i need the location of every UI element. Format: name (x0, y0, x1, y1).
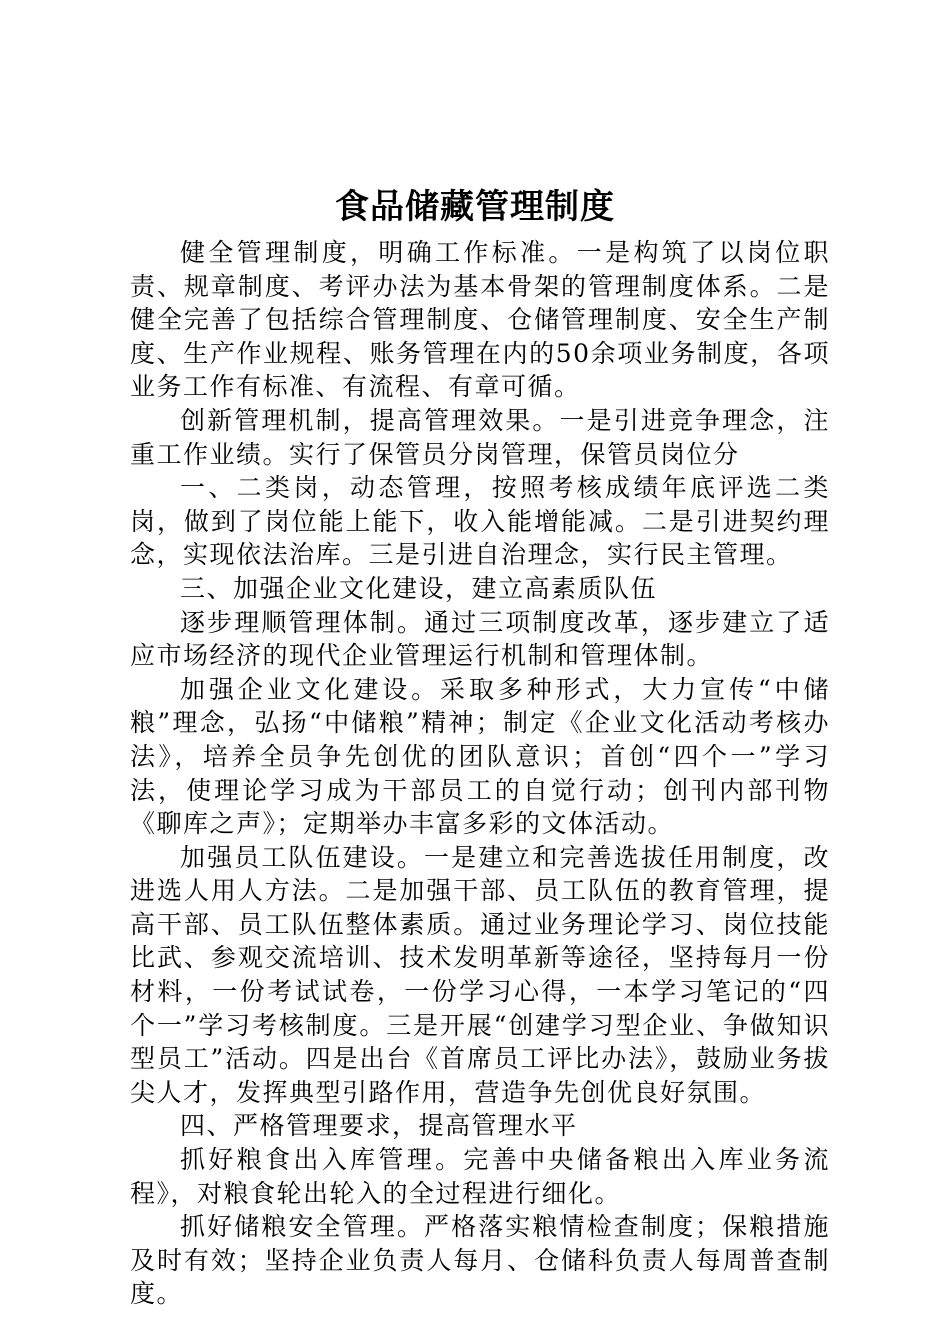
paragraph-6: 加强企业文化建设。采取多种形式，大力宣传“中储粮”理念，弘扬“中储粮”精神；制定《企业文化活动考核办法》，培养全员争先创优的团队意识；首创“四个一”学习法，使理论学习成为干部员工的自觉行动；创刊内部刊物《聊库之声》；定期举办丰富多彩的文体活动。 (130, 674, 830, 839)
paragraph-2: 创新管理机制，提高管理效果。一是引进竞争理念，注重工作业绩。实行了保管员分岗管理，保管员岗位分 (130, 405, 830, 469)
document-body (130, 236, 830, 1311)
section-heading-3: 三、加强企业文化建设，建立高素质队伍 (180, 573, 658, 603)
paragraph-1: 健全管理制度，明确工作标准。一是构筑了以岗位职责、规章制度、考评办法为基本骨架的管理制度体系。二是健全完善了包括综合管理制度、仓储管理制度、安全生产制度、生产作业规程、账务管理在内的50余项业务制度，各项业务工作有标准、有流程、有章可循。 (130, 238, 830, 402)
paragraph-3: 一、二类岗，动态管理，按照考核成绩年底评选二类岗，做到了岗位能上能下，收入能增能减。二是引进契约理念，实现依法治库。三是引进自治理念，实行民主管理。 (130, 473, 830, 570)
paragraph-9: 抓好粮食出入库管理。完善中央储备粮出入库业务流程》，对粮食轮出轮入的全过程进行细化。 (130, 1145, 830, 1208)
document-title: 食品储藏管理制度 (335, 187, 615, 227)
paragraph-10: 抓好储粮安全管理。严格落实粮情检查制度；保粮措施及时有效；坚持企业负责人每月、仓储科负责人每周普查制度。 (130, 1212, 830, 1309)
paragraph-5: 逐步理顺管理体制。通过三项制度改革，逐步建立了适应市场经济的现代企业管理运行机制和管理体制。 (130, 607, 830, 671)
section-heading-4: 四、严格管理要求，提高管理水平 (180, 1111, 578, 1141)
paragraph-7: 加强员工队伍建设。一是建立和完善选拔任用制度，改进选人用人方法。二是加强干部、员工队伍的教育管理，提高干部、员工队伍整体素质。通过业务理论学习、岗位技能比武、参观交流培训、技术发明革新等途径，坚持每月一份材料，一份考试试卷，一份学习心得，一本学习笔记的“四个一”学习考核制度。三是开展“创建学习型企业、争做知识型员工”活动。四是出台《首席员工评比办法》，鼓励业务拔尖人才，发挥典型引路作用，营造争先创优良好氛围。 (130, 842, 830, 1107)
